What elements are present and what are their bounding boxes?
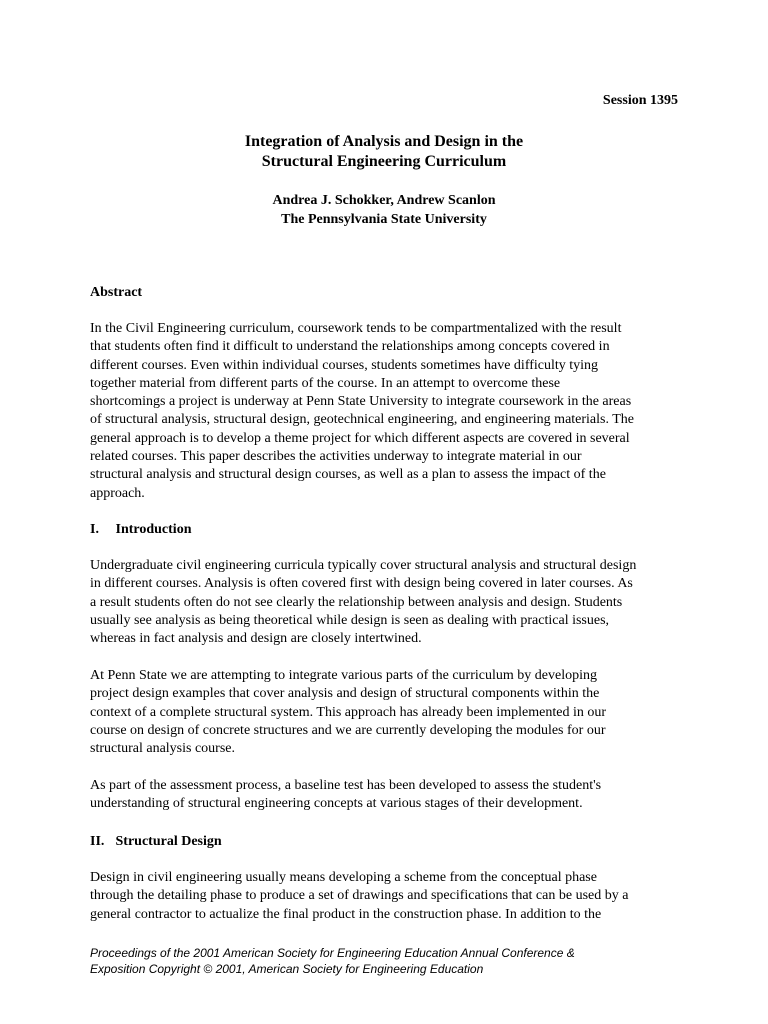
text-line: usually see analysis as being theoretical while design is seen as dealing with practical issues, — [90, 612, 610, 628]
intro-paragraph-3 — [90, 777, 688, 814]
section-number: I. — [90, 522, 99, 537]
text-line: related courses. This paper describes the activities underway to integrate material in our — [90, 449, 582, 465]
footer-line-2: Exposition Copyright © 2001, American Society for Engineering Education — [90, 962, 484, 976]
text-line: general contractor to actualize the final product in the construction phase. In addition to the — [90, 906, 602, 922]
abstract-paragraph — [90, 320, 688, 503]
paper-title — [0, 132, 768, 172]
section-heading-introduction — [90, 521, 191, 539]
author-affiliation: The Pennsylvania State University — [281, 212, 487, 227]
section-title: Structural Design — [115, 834, 222, 849]
intro-paragraph-2 — [90, 667, 688, 758]
section-number: II. — [90, 834, 105, 849]
text-line: Undergraduate civil engineering curricula typically cover structural analysis and structural design — [90, 558, 637, 573]
text-line: Design in civil engineering usually means developing a scheme from the conceptual phase — [90, 870, 597, 885]
design-paragraph-1 — [90, 869, 688, 924]
text-line: structural analysis and structural design courses, as well as a plan to assess the impact of the — [90, 467, 606, 483]
text-line: At Penn State we are attempting to integrate various parts of the curriculum by developing — [90, 668, 597, 683]
text-line: context of a complete structural system. This approach has already been implemented in our — [90, 704, 607, 720]
text-line: course on design of concrete structures and we are currently developing the modules for our — [90, 722, 606, 738]
author-names: Andrea J. Schokker, Andrew Scanlon — [272, 193, 496, 208]
abstract-heading: Abstract — [90, 285, 143, 300]
text-line: structural analysis course. — [90, 741, 236, 757]
text-line: As part of the assessment process, a baseline test has been developed to assess the student's — [90, 778, 602, 793]
footer-line-1: Proceedings of the 2001 American Society for Engineering Education Annual Conference & — [90, 946, 575, 960]
text-line: approach. — [90, 485, 145, 501]
text-line: through the detailing phase to produce a set of drawings and specifications that can be used by a — [90, 888, 629, 904]
text-line: of structural analysis, structural design, geotechnical engineering, and engineering materials. The — [90, 412, 634, 428]
text-line: that students often find it difficult to understand the relationships among concepts covered in — [90, 339, 610, 355]
section-title: Introduction — [115, 522, 192, 537]
text-line: understanding of structural engineering concepts at various stages of their development. — [90, 796, 583, 812]
intro-paragraph-1 — [90, 557, 688, 648]
author-block — [0, 191, 768, 229]
text-line: In the Civil Engineering curriculum, coursework tends to be compartmentalized with the result — [90, 321, 622, 336]
text-line: whereas in fact analysis and design are closely intertwined. — [90, 631, 422, 647]
text-line: in different courses. Analysis is often covered first with design being covered in later courses. As — [90, 576, 633, 592]
title-line-1: Integration of Analysis and Design in the — [244, 133, 524, 150]
text-line: shortcomings a project is underway at Penn State University to integrate coursework in the areas — [90, 394, 632, 410]
text-line: a result students often do not see clearly the relationship between analysis and design. Students — [90, 594, 623, 610]
text-line: project design examples that cover analysis and design of structural components within the — [90, 686, 600, 702]
text-line: different courses. Even within individual courses, students sometimes have difficulty tying — [90, 357, 599, 373]
text-line: together material from different parts of the course. In an attempt to overcome these — [90, 375, 561, 391]
section-heading-structural-design — [90, 833, 222, 851]
proceedings-footer — [90, 945, 575, 977]
session-number: Session 1395 — [602, 93, 678, 108]
text-line: general approach is to develop a theme project for which different aspects are covered in several — [90, 430, 630, 446]
title-line-2: Structural Engineering Curriculum — [261, 153, 507, 170]
